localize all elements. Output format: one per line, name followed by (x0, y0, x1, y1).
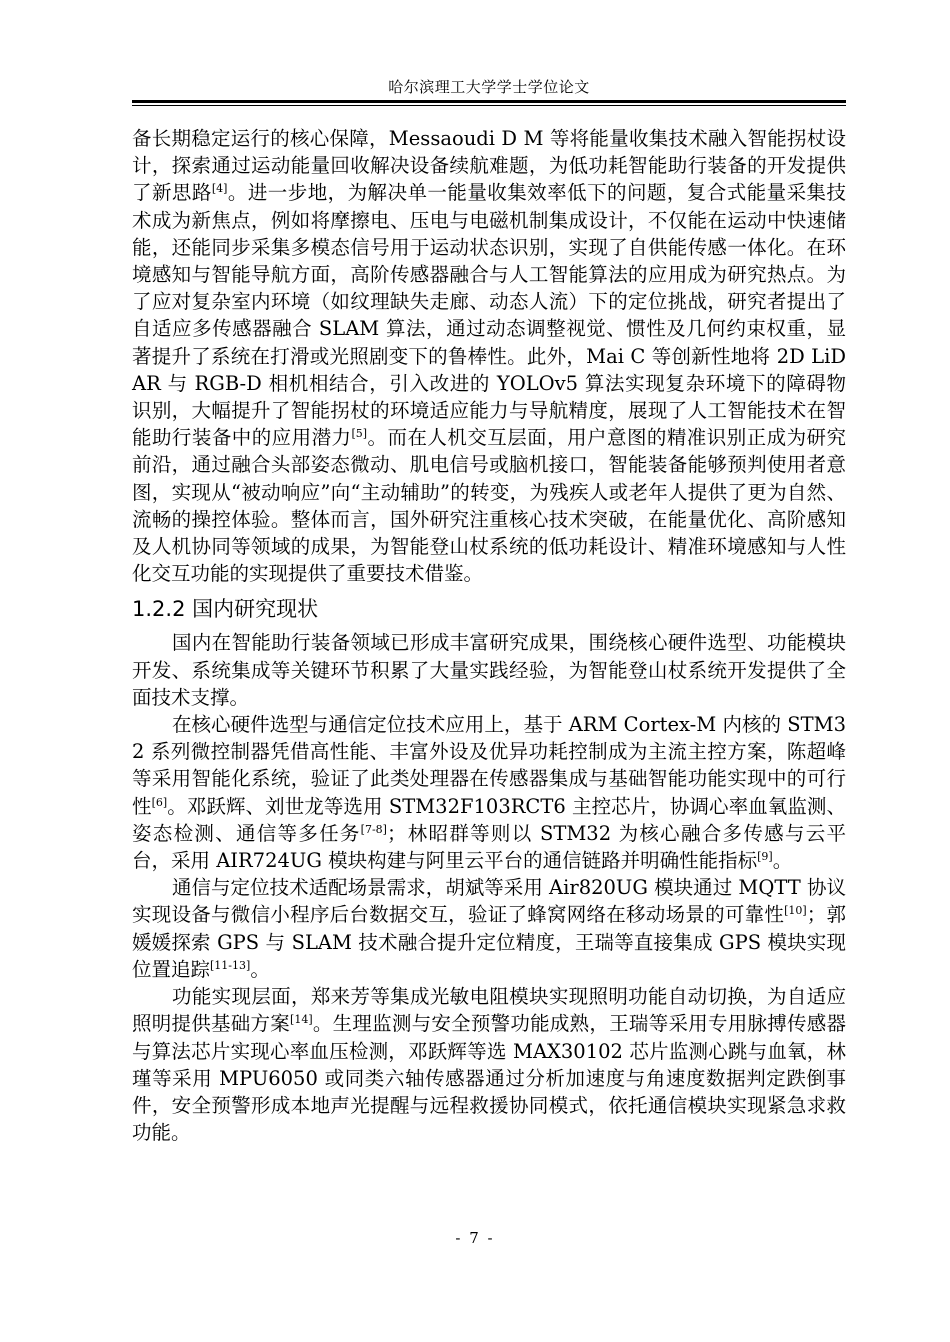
citation: [9] (757, 850, 773, 864)
citation: [14] (290, 1013, 313, 1027)
body-paragraph: 在核心硬件选型与通信定位技术应用上，基于 ARM Cortex-M 内核的 STM32 系列微控制器凭借高性能、丰富外设及优异功耗控制成为主流主控方案，陈超峰等采用智能化系统，验证了此类处理器在传感器集成与基础智能功能实现中的可行性[6]。邓跃辉、刘世龙等选用 STM32F103RCT6 主控芯片，协调心率血氧监测、姿态检测、通信等多任务[7-8]；林昭群等则以 STM32 为核心融合多传感与云平台，采用 AIR724UG 模块构建与阿里云平台的通信链路并明确性能指标[9]。 (132, 713, 846, 873)
body-paragraph: 备长期稳定运行的核心保障，Messaoudi D M 等将能量收集技术融入智能拐杖设计，探索通过运动能量回收解决设备续航难题，为低功耗智能助行装备的开发提供了新思路[4]。进一步地，为解决单一能量收集效率低下的问题，复合式能量采集技术成为新焦点，例如将摩擦电、压电与电磁机制集成设计，不仅能在运动中快速储能，还能同步采集多模态信号用于运动状态识别，实现了自供能传感一体化。在环境感知与智能导航方面，高阶传感器融合与人工智能算法的应用成为研究热点。为了应对复杂室内环境（如纹理缺失走廊、动态人流）下的定位挑战，研究者提出了自适应多传感器融合 SLAM 算法，通过动态调整视觉、惯性及几何约束权重，显著提升了系统在打滑或光照剧变下的鲁棒性。此外，Mai C 等创新性地将 2D LiDAR 与 RGB-D 相机相结合，引入改进的 YOLOv5 算法实现复杂环境下的障碍物识别，大幅提升了智能拐杖的环境适应能力与导航精度，展现了人工智能技术在智能助行装备中的应用潜力[5]。而在人机交互层面，用户意图的精准识别正成为研究前沿，通过融合头部姿态微动、肌电信号或脑机接口，智能装备能够预判使用者意图，实现从“被动响应”向“主动辅助”的转变，为残疾人或老年人提供了更为自然、流畅的操控体验。整体而言，国外研究注重核心技术突破，在能量优化、高阶感知及人机协同等领域的成果，为智能登山杖系统的低功耗设计、精准环境感知与人性化交互功能的实现提供了重要技术借鉴。 (132, 127, 846, 586)
body-paragraph: 通信与定位技术适配场景需求，胡斌等采用 Air820UG 模块通过 MQTT 协议实现设备与微信小程序后台数据交互，验证了蜂窝网络在移动场景的可靠性[10]；郭媛媛探索 GPS 与 SLAM 技术融合提升定位精度，王瑞等直接集成 GPS 模块实现位置追踪[11-13]。 (132, 876, 846, 981)
header-rule-thick (132, 100, 846, 103)
citation: [4] (211, 182, 228, 196)
citation: [11-13] (210, 958, 251, 972)
citation: [5] (351, 427, 368, 441)
citation: [10] (784, 904, 807, 918)
citation: [7-8] (360, 822, 387, 836)
body-paragraph: 国内在智能助行装备领域已形成丰富研究成果，围绕核心硬件选型、功能模块开发、系统集成等关键环节积累了大量实践经验，为智能登山杖系统开发提供了全面技术支撑。 (132, 631, 846, 709)
citation: [6] (151, 795, 168, 809)
page-number: - 7 - (455, 1229, 495, 1247)
section-heading: 1.2.2 国内研究现状 (132, 597, 319, 622)
running-header: 哈尔滨理工大学学士学位论文 (388, 78, 590, 96)
page-body (132, 125, 846, 1146)
body-paragraph: 功能实现层面，郑来芳等集成光敏电阻模块实现照明功能自动切换，为自适应照明提供基础方案[14]。生理监测与安全预警功能成熟，王瑞等采用专用脉搏传感器与算法芯片实现心率血压检测，邓跃辉等选 MAX30102 芯片监测心跳与血氧，林瑾等采用 MPU6050 或同类六轴传感器通过分析加速度与角速度数据判定跌倒事件，安全预警形成本地声光提醒与远程救援协同模式，依托通信模块实现紧急求救功能。 (132, 985, 846, 1145)
header-rule-thin (132, 105, 846, 106)
